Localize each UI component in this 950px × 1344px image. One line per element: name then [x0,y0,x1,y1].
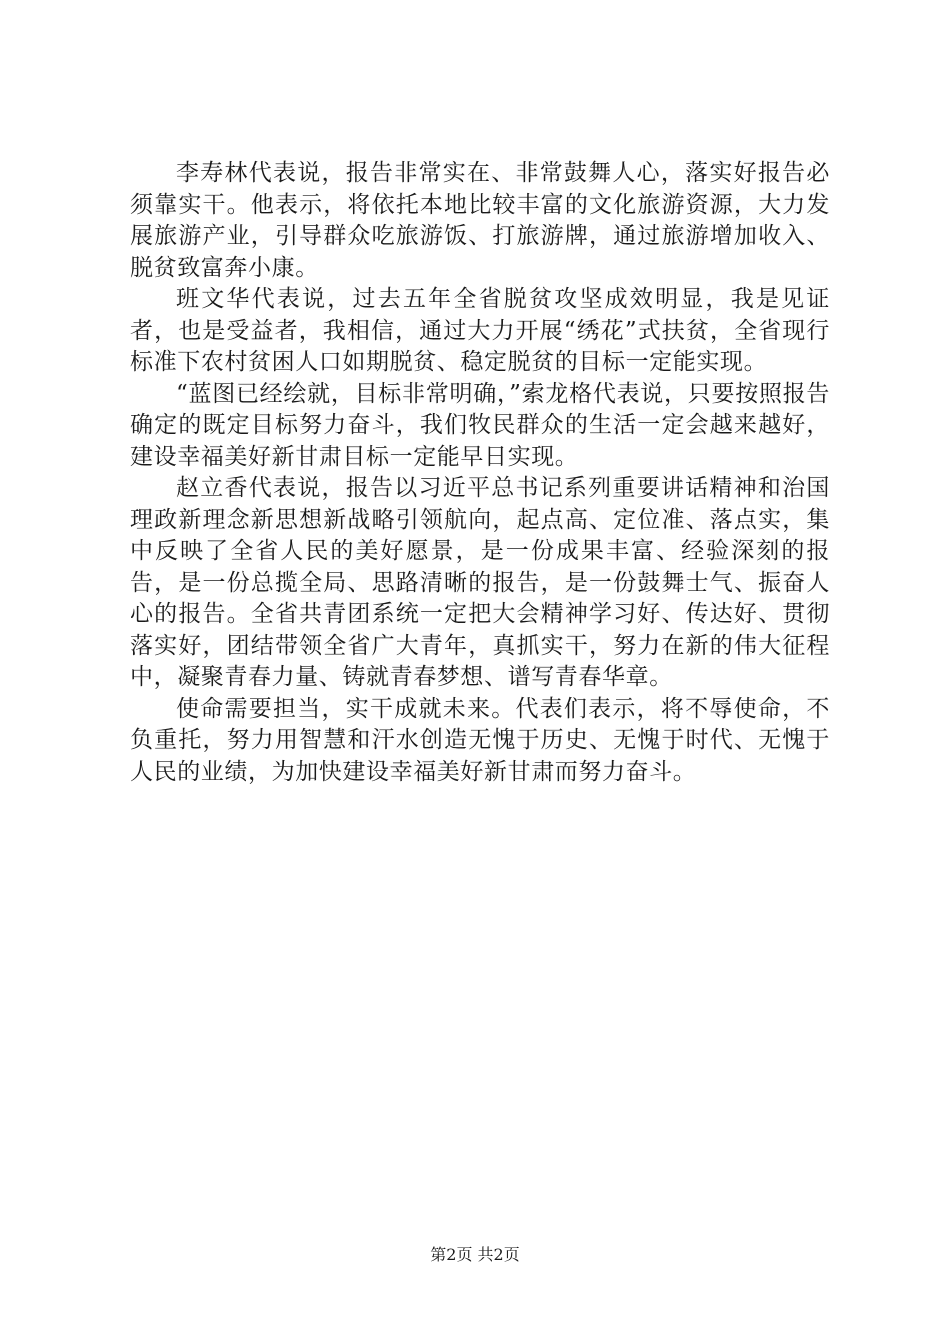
paragraph-2: 班文华代表说，过去五年全省脱贫攻坚成效明显，我是见证者，也是受益者，我相信，通过大力开展“绣花”式扶贫，全省现行标准下农村贫困人口如期脱贫、稳定脱贫的目标一定能实现。 [130,286,830,375]
page-number-footer: 第2页 共2页 [430,1245,520,1264]
paragraph-5: 使命需要担当，实干成就未来。代表们表示，将不辱使命，不负重托，努力用智慧和汗水创造无愧于历史、无愧于时代、无愧于人民的业绩，为加快建设幸福美好新甘肃而努力奋斗。 [130,695,830,785]
paragraph-3: “蓝图已经绘就，目标非常明确，”索龙格代表说，只要按照报告确定的既定目标努力奋斗，我们牧民群众的生活一定会越来越好，建设幸福美好新甘肃目标一定能早日实现。 [130,380,830,470]
paragraph-4: 赵立香代表说，报告以习近平总书记系列重要讲话精神和治国理政新理念新思想新战略引领航向，起点高、定位准、落点实，集中反映了全省人民的美好愿景，是一份成果丰富、经验深刻的报告，是一份总揽全局、思路清晰的报告，是一份鼓舞士气、振奋人心的报告。全省共青团系统一定把大会精神学习好、传达好、贯彻落实好，团结带领全省广大青年，真抓实干，努力在新的伟大征程中，凝聚青春力量、铸就青春梦想、谱写青春华章。 [130,475,830,690]
document-body [130,158,830,788]
paragraph-1: 李寿林代表说，报告非常实在、非常鼓舞人心，落实好报告必须靠实干。他表示，将依托本地比较丰富的文化旅游资源，大力发展旅游产业，引导群众吃旅游饭、打旅游牌，通过旅游增加收入、脱贫致富奔小康。 [130,160,830,281]
